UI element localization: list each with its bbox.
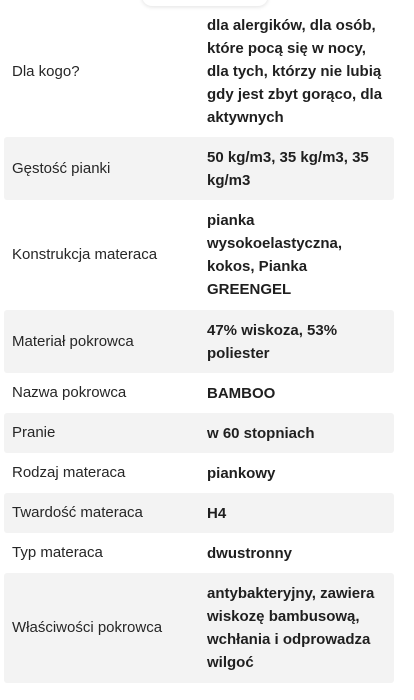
spec-label: Właściwości pokrowca (12, 619, 163, 636)
spec-label: Rodzaj materaca (12, 464, 126, 481)
spec-value: pianka wysokoelastyczna, kokos, Pianka GREENGEL (207, 212, 343, 298)
spec-row-firmness (4, 493, 394, 533)
spec-label: Dla kogo? (12, 62, 80, 80)
spec-value: w 60 stopniach (207, 424, 315, 442)
spec-row-construction (4, 200, 394, 310)
spec-row-cover-material (4, 310, 394, 373)
spec-value: H4 (207, 504, 227, 522)
spec-label: Twardość materaca (12, 504, 143, 521)
spec-value: piankowy (207, 464, 276, 482)
spec-row-foam-density (4, 137, 394, 200)
spec-label: Pranie (12, 424, 56, 441)
product-specs-table (4, 0, 394, 683)
spec-label: Typ materaca (12, 544, 103, 561)
spec-label: Nazwa pokrowca (12, 384, 127, 401)
spec-label: Gęstość pianki (12, 159, 111, 177)
spec-value: antybakteryjny, zawiera wiskozę bambusową, wchłania i odprowadza wilgoć (207, 585, 375, 671)
spec-value: BAMBOO (207, 384, 276, 402)
spec-row-mattress-kind (4, 533, 394, 573)
spec-label: Konstrukcja materaca (12, 246, 158, 263)
spec-label: Materiał pokrowca (12, 332, 134, 350)
spec-value: dwustronny (207, 544, 292, 562)
spec-row-cover-name (4, 373, 394, 413)
spec-row-mattress-type (4, 453, 394, 493)
spec-row-for-whom (4, 0, 394, 137)
spec-value: 47% wiskoza, 53% poliester (207, 321, 338, 362)
spec-row-washing (4, 413, 394, 453)
spec-value: dla alergików, dla osób, które pocą się w nocy, dla tych, którzy nie lubią gdy jest zbyt gorąco, dla aktywnych (207, 17, 383, 126)
spec-value: 50 kg/m3, 35 kg/m3, 35 kg/m3 (207, 148, 369, 189)
spec-row-cover-properties (4, 573, 394, 683)
